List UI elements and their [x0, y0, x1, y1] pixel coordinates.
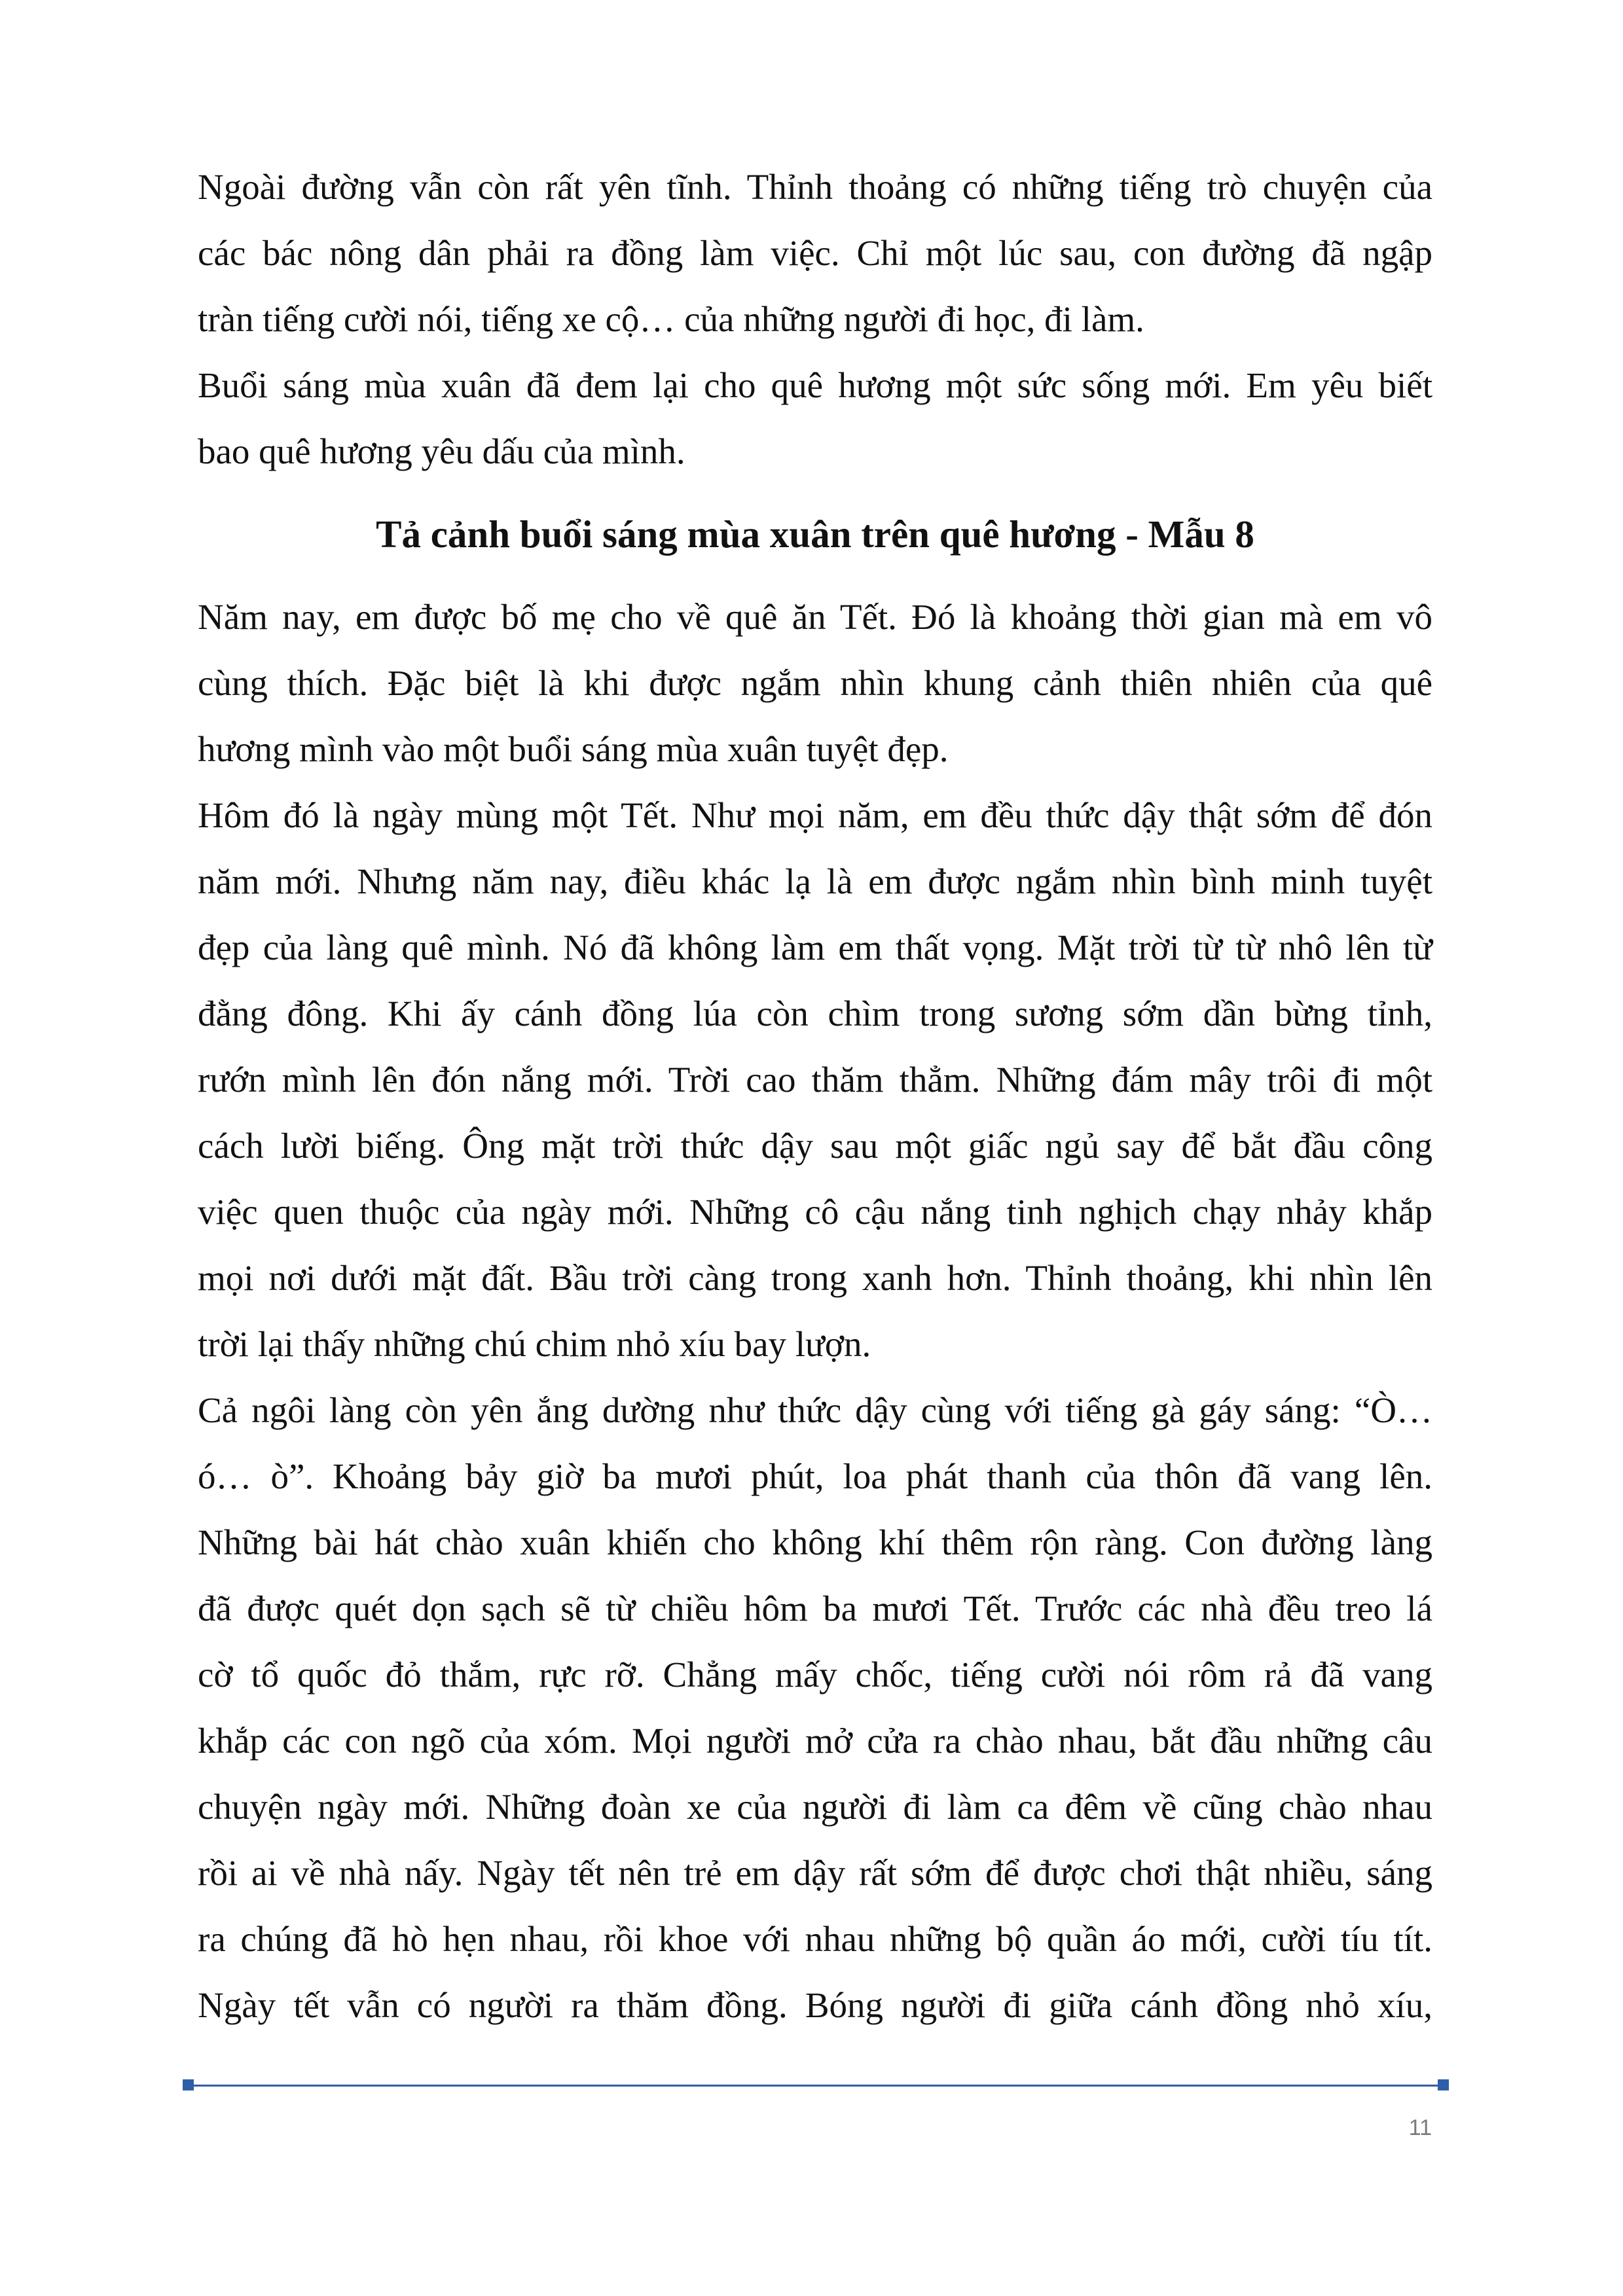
text-line: cách lười biếng. Ông mặt trời thức dậy sau một giấc ngủ say để bắt đầu công [198, 1126, 1432, 1166]
text-line: Ngoài đường vẫn còn rất yên tĩnh. Thỉnh thoảng có những tiếng trò chuyện của [198, 167, 1432, 207]
text-line: rướn mình lên đón nắng mới. Trời cao thăm thẳm. Những đám mây trôi đi một [198, 1060, 1432, 1100]
text-line: cờ tổ quốc đỏ thắm, rực rỡ. Chẳng mấy chốc, tiếng cười nói rôm rả đã vang [198, 1655, 1432, 1695]
body-text-after-heading [198, 584, 1432, 2038]
footer-divider-left-cap [183, 2079, 194, 2090]
text-line: đằng đông. Khi ấy cánh đồng lúa còn chìm trong sương sớm dần bừng tỉnh, [198, 994, 1432, 1033]
text-line: bao quê hương yêu dấu của mình. [198, 431, 685, 471]
text-line: Ngày tết vẫn có người ra thăm đồng. Bóng người đi giữa cánh đồng nhỏ xíu, [198, 1985, 1432, 2025]
text-line: cùng thích. Đặc biệt là khi được ngắm nhìn khung cảnh thiên nhiên của quê [198, 663, 1432, 703]
section-heading: Tả cảnh buổi sáng mùa xuân trên quê hương - Mẫu 8 [376, 512, 1254, 556]
text-line: ra chúng đã hò hẹn nhau, rồi khoe với nhau những bộ quần áo mới, cười tíu tít. [198, 1919, 1432, 1959]
text-line: Cả ngôi làng còn yên ắng dường như thức dậy cùng với tiếng gà gáy sáng: “Ò… [198, 1390, 1432, 1430]
text-line: các bác nông dân phải ra đồng làm việc. Chỉ một lúc sau, con đường đã ngập [198, 233, 1432, 273]
text-line: đã được quét dọn sạch sẽ từ chiều hôm ba mươi Tết. Trước các nhà đều treo lá [198, 1588, 1432, 1628]
paragraph [198, 154, 1432, 352]
text-line: đẹp của làng quê mình. Nó đã không làm em thất vọng. Mặt trời từ từ nhô lên từ [198, 927, 1432, 967]
footer-divider [183, 2085, 1449, 2087]
page-number: 11 [1408, 2115, 1432, 2140]
paragraph [198, 1377, 1432, 2038]
page-content [198, 154, 1432, 2038]
text-line: Những bài hát chào xuân khiến cho không khí thêm rộn ràng. Con đường làng [198, 1522, 1432, 1562]
text-line: ó… ò”. Khoảng bảy giờ ba mươi phút, loa phát thanh của thôn đã vang lên. [198, 1456, 1432, 1496]
body-text-before-heading [198, 154, 1432, 484]
text-line: rồi ai về nhà nấy. Ngày tết nên trẻ em dậy rất sớm để được chơi thật nhiều, sáng [198, 1853, 1432, 1893]
text-line: Buổi sáng mùa xuân đã đem lại cho quê hương một sức sống mới. Em yêu biết [198, 365, 1432, 405]
text-line: năm mới. Nhưng năm nay, điều khác lạ là em được ngắm nhìn bình minh tuyệt [198, 861, 1432, 901]
footer-divider-right-cap [1438, 2079, 1449, 2090]
text-line: Năm nay, em được bố mẹ cho về quê ăn Tết. Đó là khoảng thời gian mà em vô [198, 597, 1432, 637]
paragraph [198, 782, 1432, 1377]
text-line: tràn tiếng cười nói, tiếng xe cộ… của những người đi học, đi làm. [198, 299, 1144, 339]
text-line: chuyện ngày mới. Những đoàn xe của người đi làm ca đêm về cũng chào nhau [198, 1787, 1432, 1827]
text-line: hương mình vào một buổi sáng mùa xuân tuyệt đẹp. [198, 729, 949, 769]
text-line: việc quen thuộc của ngày mới. Những cô cậu nắng tinh nghịch chạy nhảy khắp [198, 1192, 1432, 1232]
text-line: Hôm đó là ngày mùng một Tết. Như mọi năm, em đều thức dậy thật sớm để đón [198, 795, 1432, 835]
text-line: trời lại thấy những chú chim nhỏ xíu bay lượn. [198, 1324, 871, 1364]
text-line: mọi nơi dưới mặt đất. Bầu trời càng trong xanh hơn. Thỉnh thoảng, khi nhìn lên [198, 1258, 1432, 1298]
text-line: khắp các con ngõ của xóm. Mọi người mở cửa ra chào nhau, bắt đầu những câu [198, 1721, 1432, 1761]
paragraph [198, 584, 1432, 782]
paragraph [198, 352, 1432, 484]
